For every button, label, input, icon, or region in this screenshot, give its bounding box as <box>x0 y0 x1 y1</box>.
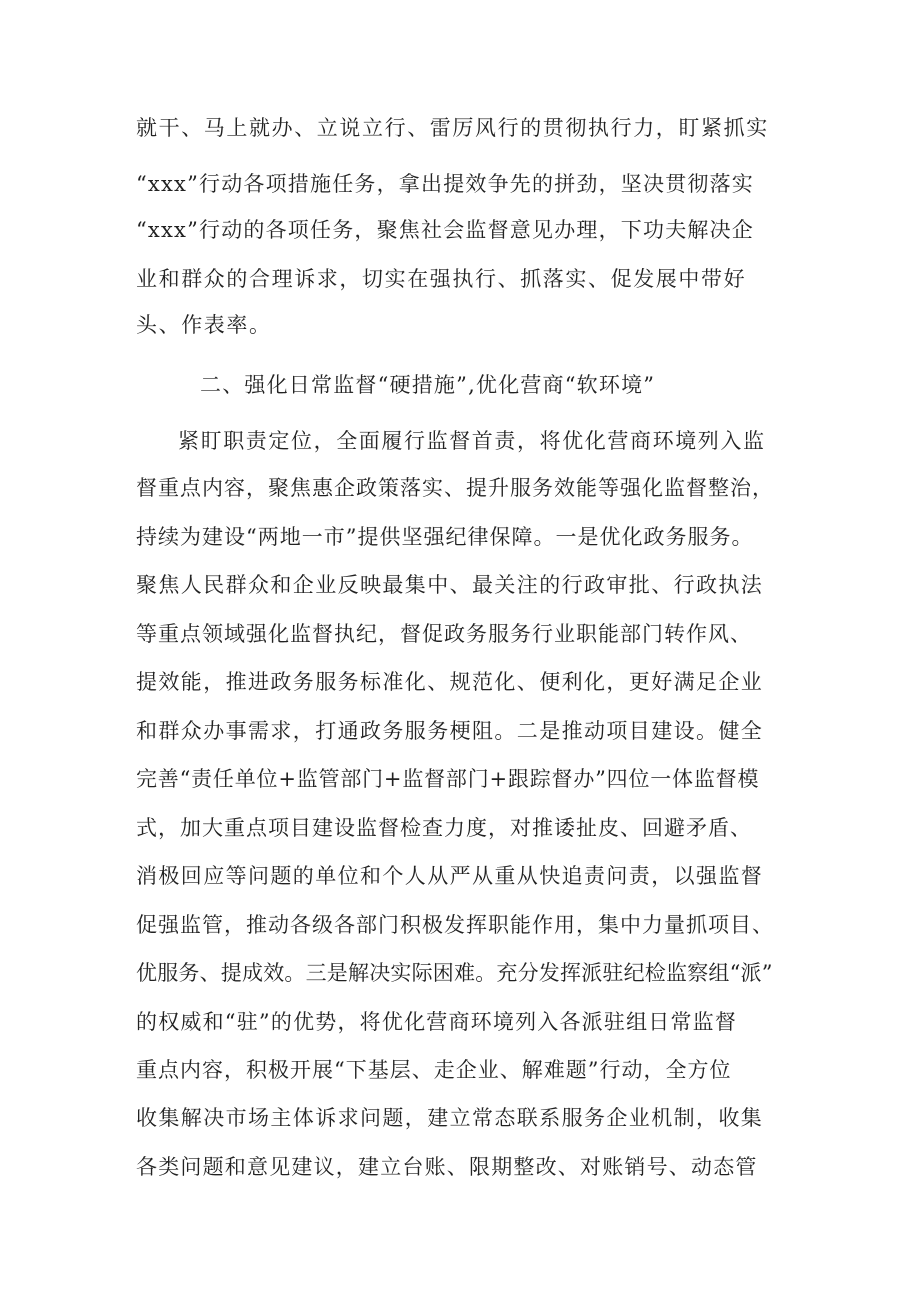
paragraph-2-line-4: 聚焦人民群众和企业反映最集中、最关注的行政审批、行政执法 <box>136 573 764 597</box>
paragraph-2-line-5: 等重点领域强化监督执纪，督促政务服务行业职能部门转作风、 <box>136 622 752 646</box>
paragraph-2-line-14: 重点内容，积极开展“下基层、走企业、解难题”行动，全方位 <box>136 1058 732 1082</box>
paragraph-2-line-6: 提效能，推进政务服务标准化、规范化、便利化，更好满足企业 <box>136 670 764 694</box>
paragraph-1-line-2: “xxx”行动各项措施任务，拿出提效争先的拼劲，坚决贯彻落实 <box>136 172 754 196</box>
paragraph-2-line-8: 完善“责任单位+监管部门+监督部门+跟踪督办”四位一体监督模 <box>136 767 760 791</box>
paragraph-2-line-16: 各类问题和意见建议，建立台账、限期整改、对账销号、动态管 <box>136 1155 758 1179</box>
paragraph-1-line-5: 头、作表率。 <box>136 313 272 337</box>
paragraph-1-line-3: “xxx”行动的各项任务，聚焦社会监督意见办理，下功夫解决企 <box>136 218 754 242</box>
paragraph-2-line-11: 促强监管，推动各级各部门积极发挥职能作用，集中力量抓项目、 <box>136 913 774 937</box>
section-heading: 二、强化日常监督“硬措施”,优化营商“软环境” <box>200 373 656 397</box>
paragraph-2-line-10: 消极回应等问题的单位和个人从严从重从快追责问责，以强监督 <box>136 864 764 888</box>
paragraph-2-line-13: 的权威和“驻”的优势，将优化营商环境列入各派驻组日常监督 <box>136 1010 738 1034</box>
paragraph-2-line-7: 和群众办事需求，打通政务服务梗阻。二是推动项目建设。健全 <box>136 719 764 743</box>
paragraph-2-line-3: 持续为建设“两地一市”提供坚强纪律保障。一是优化政务服务。 <box>136 525 754 549</box>
paragraph-2-line-2: 督重点内容，聚焦惠企政策落实、提升服务效能等强化监督整治， <box>136 476 774 500</box>
paragraph-2-line-9: 式，加大重点项目建设监督检查力度，对推诿扯皮、回避矛盾、 <box>136 816 752 840</box>
paragraph-2-line-1: 紧盯职责定位，全面履行监督首责，将优化营商环境列入监 <box>178 429 766 453</box>
paragraph-1-line-1: 就干、马上就办、立说立行、雷厉风行的贯彻执行力，盯紧抓实 <box>136 116 769 140</box>
paragraph-1-line-4: 业和群众的合理诉求，切实在强执行、抓落实、促发展中带好 <box>136 267 747 291</box>
paragraph-2-line-12: 优服务、提成效。三是解决实际困难。充分发挥派驻纪检监察组“派” <box>136 961 773 985</box>
paragraph-2-line-15: 收集解决市场主体诉求问题，建立常态联系服务企业机制，收集 <box>136 1106 764 1130</box>
